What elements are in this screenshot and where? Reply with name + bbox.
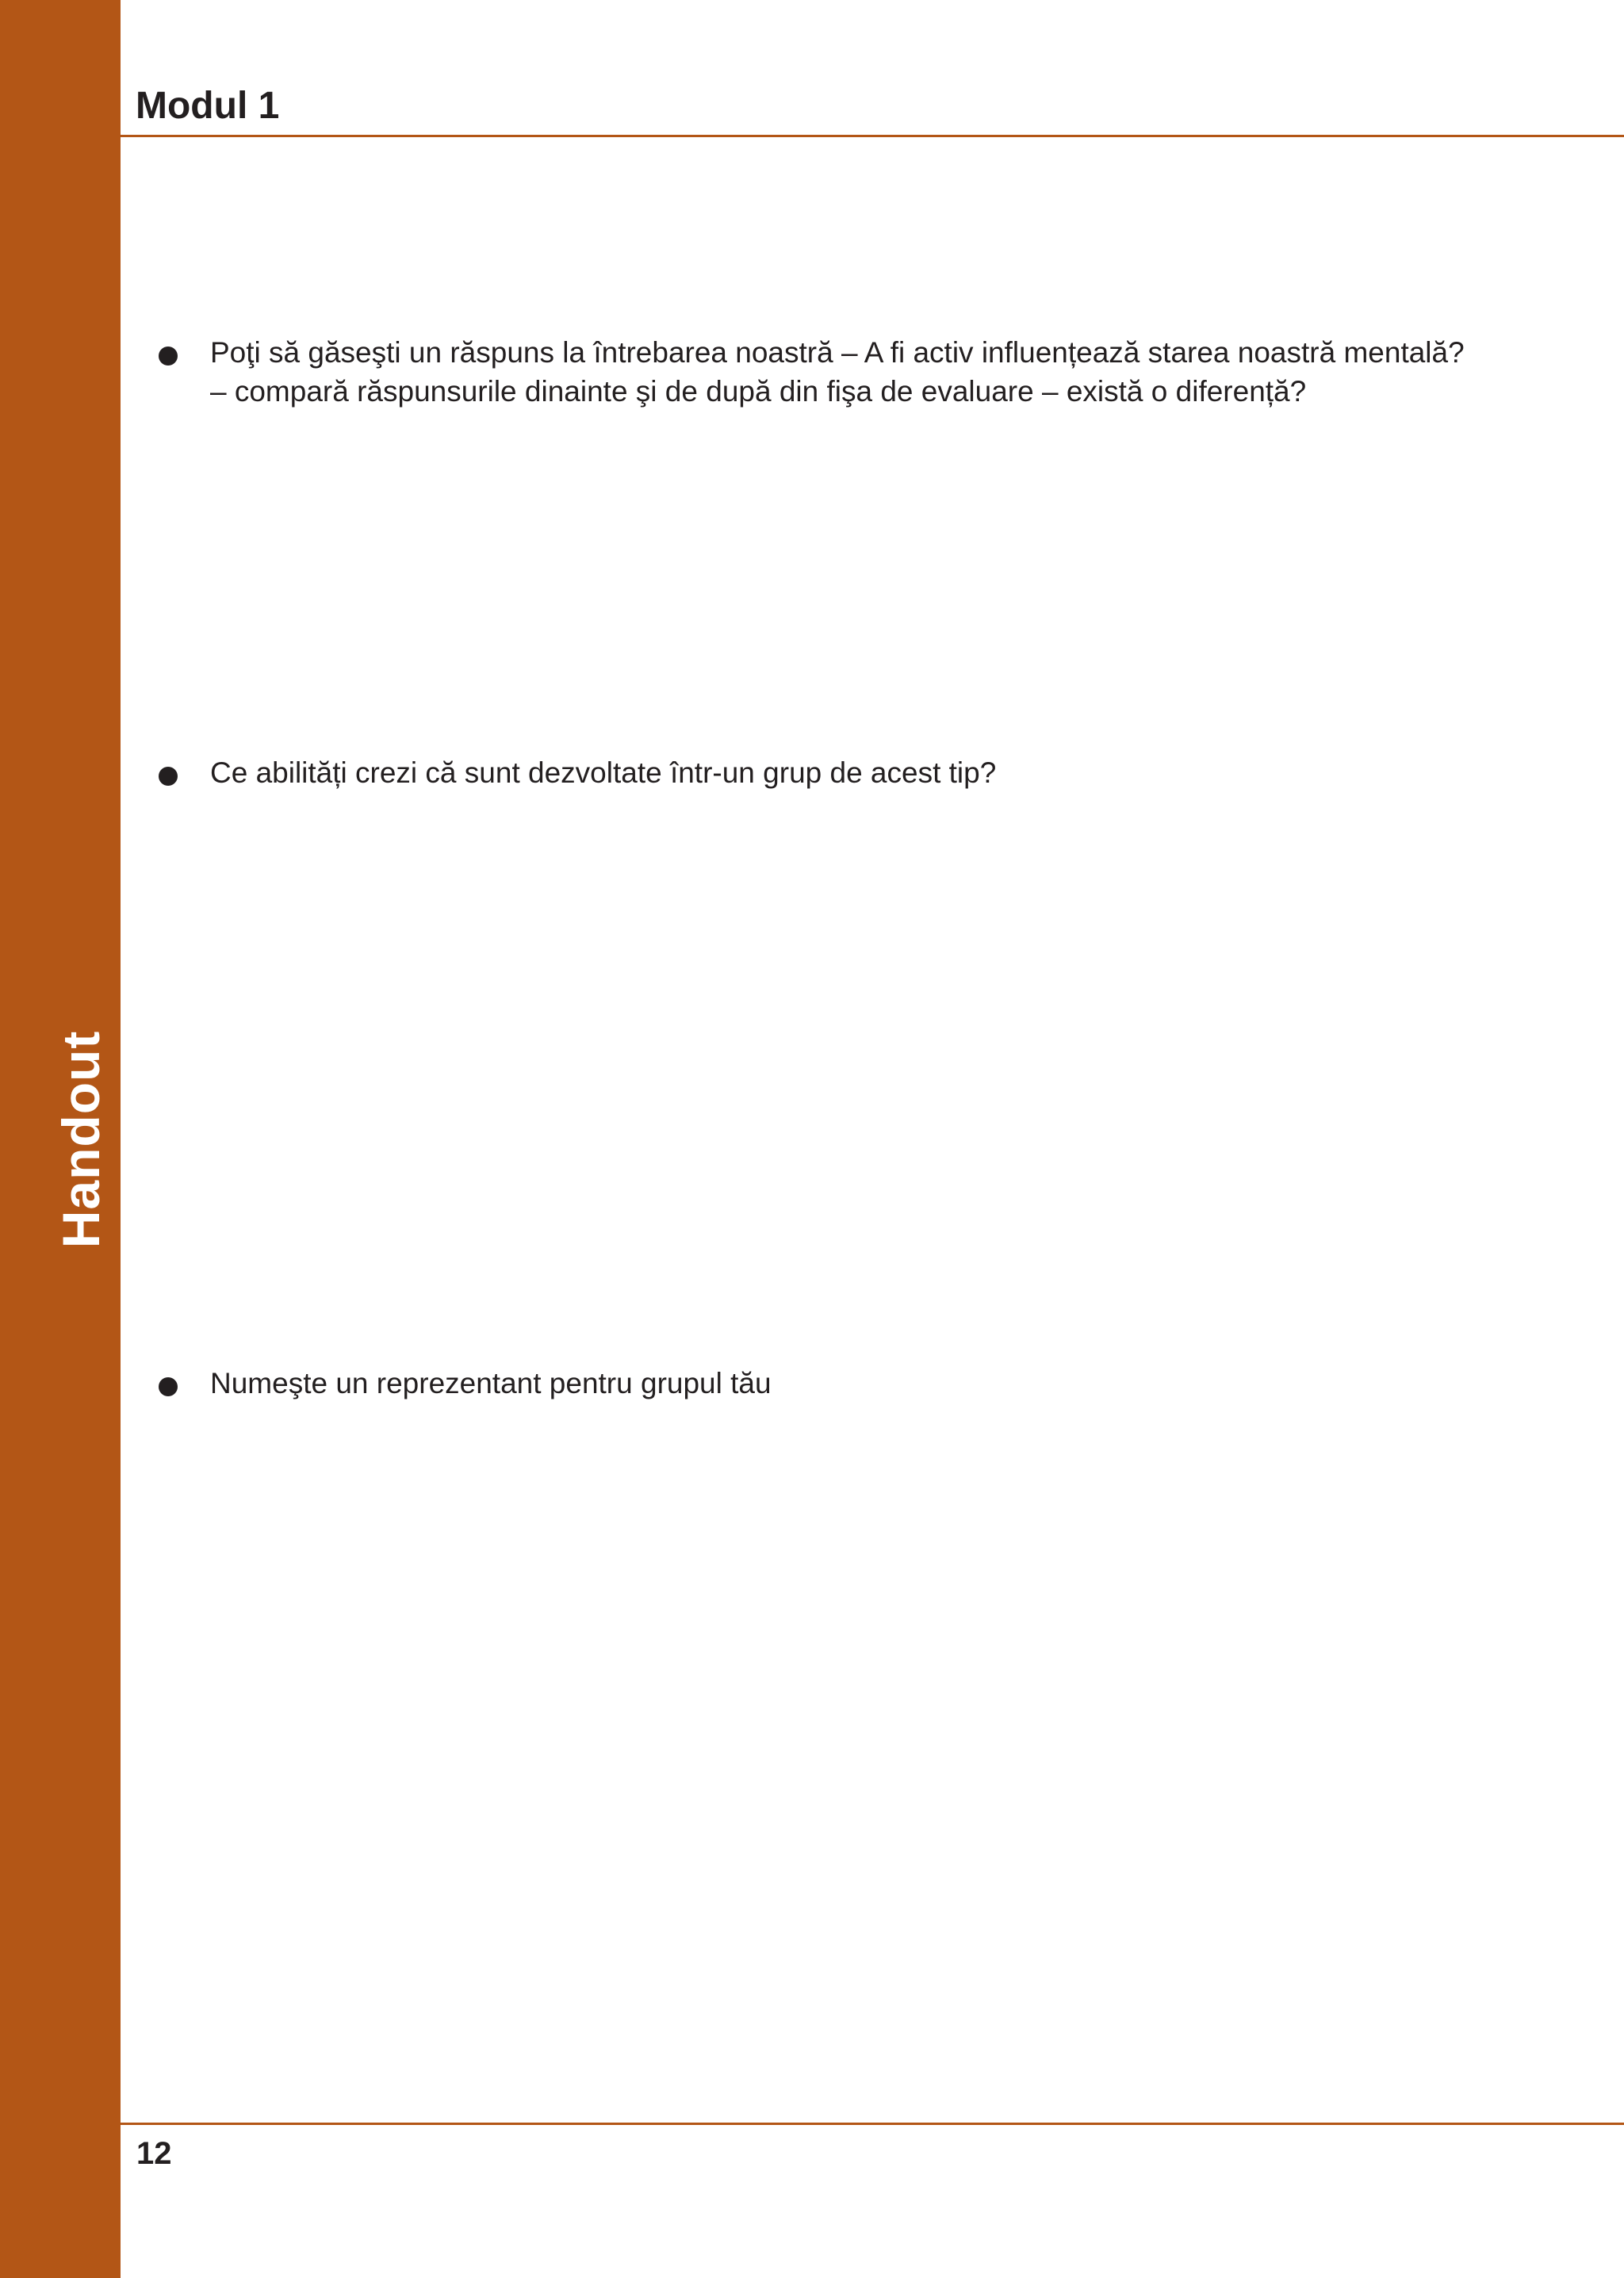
question-line: – compară răspunsurile dinainte şi de după din fişa de evaluare – există o diferență? [210,375,1307,408]
module-title: Modul 1 [136,85,280,127]
question-line: Poţi să găseşti un răspuns la întrebarea noastră – A fi activ influențează starea noastră mentală? [210,336,1465,369]
bullet-icon [159,767,178,786]
handout-side-label: Handout [52,1030,110,1249]
question-line: Ce abilități crezi că sunt dezvoltate într-un grup de acest tip? [210,756,997,789]
question-line: Numeşte un reprezentant pentru grupul tău [210,1367,772,1399]
page-number: 12 [136,2136,172,2171]
bullet-icon [159,346,178,366]
header-divider [121,135,1624,137]
question-text [210,1364,772,1403]
question-text [210,333,1465,411]
bullet-icon [159,1377,178,1396]
question-text [210,753,996,792]
footer-divider [121,2123,1624,2125]
